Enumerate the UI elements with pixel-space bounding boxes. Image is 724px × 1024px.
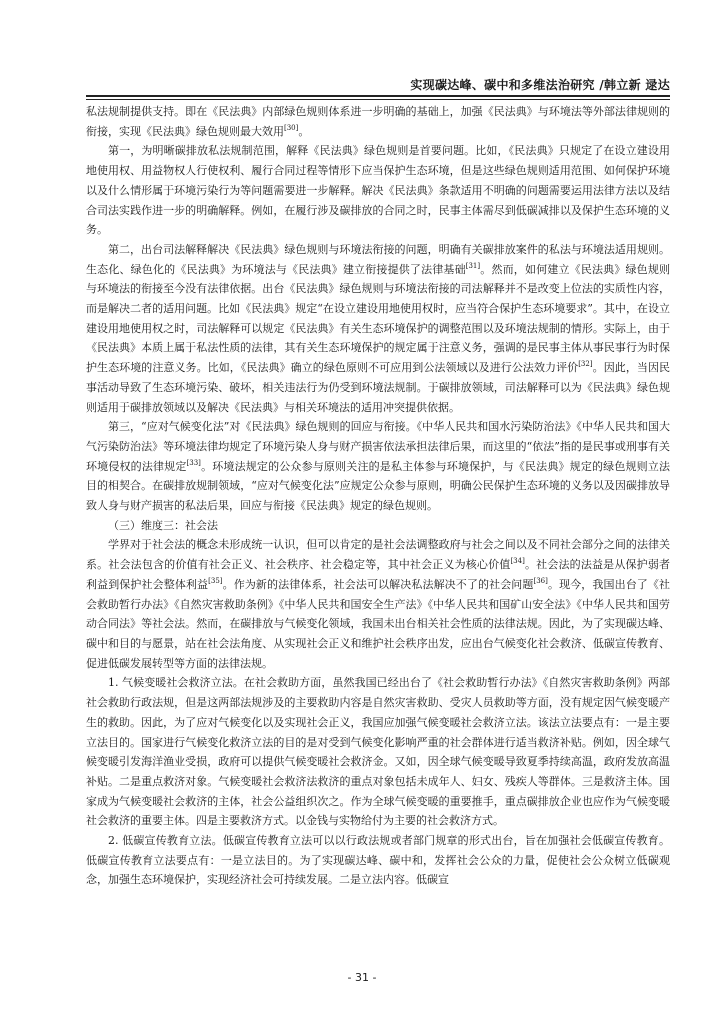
text-run: 。环境法规定的公众参与原则关注的是私主体参与环境保护，与《民法典》规定的绿色规则立法目的相契合。在碳排放规制领域，“应对气候变化法”应规定公众参与原则，明确公民保护生态环境的义务以及因碳排放导致人身与财产损害的私法后果，回应与衔接《民法典》规定的绿色规则。 bbox=[86, 459, 671, 513]
text-run: 私法规制提供支持。即在《民法典》内部绿色规则体系进一步明确的基础上，加强《民法典》与环境法等外部法律规则的衔接，实现《民法典》绿色规则最大效用 bbox=[86, 105, 670, 138]
paragraph bbox=[86, 240, 670, 417]
text-run: 。现今，我国出台了《社会救助暂行办法》《自然灾害救助条例》《中华人民共和国安全生产法》《中华人民共和国矿山安全法》《中华人民共和国劳动合同法》等社会法。然而，在碳排放与气候变化领域，我国未出台相关社会性质的法律法规。因此，为了实现碳达峰、碳中和目的与愿景，站在社会法角度、从实现社会正义和维护社会秩序出发，应出台气候变化社会救济、低碳宣传教育、促进低碳发展转型等方面的法律法规。 bbox=[86, 577, 671, 670]
text-run: 1. 气候变暖社会救济立法。在社会救助方面，虽然我国已经出台了《社会救助暂行办法》《自然灾害救助条例》两部社会救助行政法规，但是这两部法规涉及的主要救助内容是自然灾害救助、受灾人员救助等方面，没有规定因气候变暖产生的救助。因此，为了应对气候变化以及实现社会正义，我国应加强气候变暖社会救济立法。该法立法要点有：一是主要立法目的。国家进行气候变化救济立法的目的是对受到气候变化影响严重的社会群体进行适当救济补贴。例如，因全球气候变暖引发海洋渔业受损，政府可以提供气候变暖社会救济金。又如，因全球气候变暖导致夏季持续高温，政府发放高温补贴。二是重点救济对象。气候变暖社会救济法救济的重点对象包括未成年人、妇女、残疾人等群体。三是救济主体。国家成为气候变暖社会救济的主体，社会公益组织次之。作为全球气候变暖的重要推手，重点碳排放企业也应作为气候变暖社会救济的重要主体。四是主要救济方式。以金钱与实物给付为主要的社会救济方式。 bbox=[86, 676, 670, 828]
header-rule-thick bbox=[86, 95, 670, 97]
text-run: 。 bbox=[298, 124, 310, 138]
header-rule-thin bbox=[86, 99, 670, 100]
citation-ref: [34] bbox=[510, 557, 525, 566]
paragraph bbox=[86, 102, 670, 141]
citation-ref: [31] bbox=[465, 261, 481, 270]
citation-ref: [36] bbox=[533, 576, 548, 585]
text-run: 第二，出台司法解释解决《民法典》绿色规则与环境法衔接的问题，明确有关碳排放案件的私法与环境法适用规则。生态化、绿色化的《民法典》为环境法与《民法典》建立衔接提供了法律基础 bbox=[86, 242, 670, 276]
paragraph bbox=[86, 831, 670, 890]
text-run: 。因此，当因民事活动导致了生态环境污染、破坏，相关违法行为仍受到环境法规制。于碳排放领域，司法解释可以为《民法典》绿色规则适用于碳排放领域以及解决《民法典》与相关环境法的适用冲突提供依据。 bbox=[86, 361, 670, 414]
paragraph bbox=[86, 417, 670, 516]
text-run: 第一，为明晰碳排放私法规制范围，解释《民法典》绿色规则是首要问题。比如，《民法典》只规定了在设立建设用地使用权、用益物权人行使权利、履行合同过程等情形下应当保护生态环境，但是这些绿色规则适用范围、如何保护环境以及什么情形属于环境污染行为等问题需要进一步解释。解决《民法典》条款适用不明确的问题需要运用法律方法以及结合司法实践作进一步的明确解释。例如，在履行涉及碳排放的合同之时，民事主体需尽到低碳减排以及保护生态环境的义务。 bbox=[86, 144, 670, 237]
text-run: 。作为新的法律体系，社会法可以解决私法解决不了的社会问题 bbox=[222, 577, 534, 591]
text-run: 。然而，如何建立《民法典》绿色规则与环境法的衔接至今没有法律依据。出台《民法典》绿色规则与环境法衔接的司法解释并不是改变上位法的实质性内容，而是解决二者的适用问题。比如《民法典》规定“在设立建设用地使用权时，应当符合保护生态环境要求”。其中，在设立建设用地使用权之时，司法解释可以规定《民法典》有关生态环境保护的调整范围以及环境法规制的情形。实际上，由于《民法典》本质上属于私法性质的法律，其有关生态环境保护的规定属于注意义务，强调的是民事主体从事民事行为时保护生态环境的注意义务。比如，《民法典》确立的绿色原则不可应用到公法领域以及进行公法效力评价 bbox=[86, 262, 670, 375]
citation-ref: [32] bbox=[578, 360, 593, 369]
paragraph bbox=[86, 673, 670, 831]
section-heading bbox=[86, 516, 670, 536]
paragraph bbox=[86, 141, 670, 240]
citation-ref: [33] bbox=[186, 458, 201, 467]
text-run: 第三，“应对气候变化法”对《民法典》绿色规则的回应与衔接。《中华人民共和国水污染防治法》《中华人民共和国大气污染防治法》等环境法律均规定了环境污染人身与财产损害依法承担法律后果，而这里的“依法”指的是民事或刑事有关环境侵权的法律规定 bbox=[86, 420, 670, 473]
citation-ref: [35] bbox=[208, 576, 223, 585]
text-run: 学界对于社会法的概念未形成统一认识，但可以肯定的是社会法调整政府与社会之间以及不同社会部分之间的法律关系。社会法包含的价值有社会正义、社会秩序、社会稳定等，其中社会正义为核心价值 bbox=[86, 538, 670, 572]
text-run: 。社会法的法益是从保护弱者利益到保护社会整体利益 bbox=[86, 558, 671, 591]
citation-ref: [30] bbox=[284, 123, 299, 132]
text-run: 2. 低碳宣传教育立法。低碳宣传教育立法可以以行政法规或者部门规章的形式出台，旨在加强社会低碳宣传教育。低碳宣传教育立法要点有：一是立法目的。为了实现碳达峰、碳中和，发挥社会公众的力量，促使社会公众树立低碳观念，加强生态环境保护，实现经济社会可持续发展。二是立法内容。低碳宣 bbox=[86, 834, 670, 887]
page-number: - 31 - bbox=[347, 971, 377, 984]
article-body bbox=[86, 102, 670, 890]
text-run: （三）维度三：社会法 bbox=[108, 518, 218, 532]
paragraph bbox=[86, 535, 670, 673]
running-header: 实现碳达峰、碳中和多维法治研究 /韩立新 逯达 bbox=[410, 78, 670, 92]
